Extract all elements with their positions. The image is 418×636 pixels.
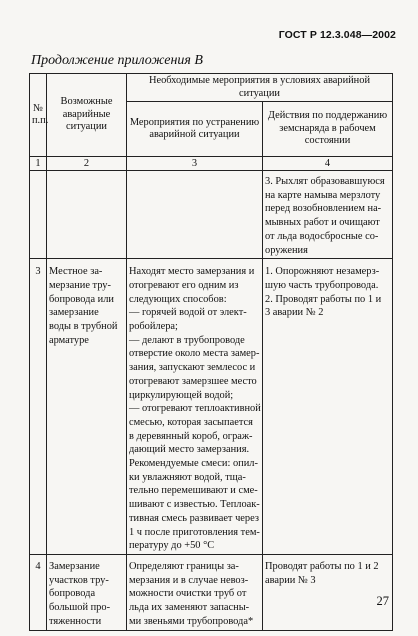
header-measures-line: аварийной ситуации (149, 129, 240, 140)
text-line: тельно перемешивают и сме- (129, 485, 258, 497)
text-line: 3. Рыхлят образовавшуюся (265, 176, 385, 187)
text-line: в деревянный короб, ограж- (129, 430, 253, 442)
header-situation-line: ситуации (66, 121, 107, 133)
col-number: 3 (127, 157, 263, 171)
header-actions-line: Действия по поддержанию (267, 110, 388, 122)
header-actions-line: земснаряда в рабочем (279, 122, 376, 134)
header-num-line: п.п. (32, 115, 49, 126)
text-line: участков тру- (49, 574, 109, 586)
col-number: 2 (47, 157, 127, 171)
text-line: мывных работ и очищают (265, 217, 380, 229)
text-line: робойлера; (129, 321, 178, 333)
text-line: воды в трубной (49, 321, 118, 333)
text-line: тивная смесь развивает через (129, 512, 259, 524)
text-line: дающий место замерзания. (129, 444, 250, 456)
text-line: — горячей водой от элект- (129, 307, 247, 319)
header-actions (263, 102, 393, 157)
row-situation (47, 259, 127, 555)
text-line: отогревают замерзшее место (129, 375, 257, 387)
text-line: отогревают его одним из (129, 279, 239, 291)
text-line: Проводят работы по 1 и 2 (265, 560, 379, 572)
text-line: Рекомендуемые смеси: опил- (129, 458, 258, 470)
col-number: 4 (263, 157, 393, 171)
text-line: ки увлажняют водой, тща- (129, 471, 246, 483)
table-row (30, 171, 393, 259)
row-situation (47, 554, 127, 630)
text-line: арматуре (49, 334, 89, 346)
text-line: следующих способов: (129, 293, 227, 305)
text-line: 3 аварии № 2 (265, 307, 324, 319)
header-group: Необходимые мероприятия в условиях аварийной ситуации (127, 74, 393, 102)
row-number (30, 171, 47, 259)
row-measures (127, 554, 263, 630)
text-line: льда их заменяют запасны- (129, 602, 250, 614)
table-row (30, 259, 393, 555)
text-line: — отогревают теплоактивной (129, 403, 261, 415)
header-situation-line: Возможные (60, 96, 113, 108)
col-number: 1 (30, 157, 47, 171)
text-line: бопровода (49, 588, 96, 600)
text-line: 2. Проводят работы по 1 и (265, 293, 382, 305)
text-line: зания, запускают землесос и (129, 362, 256, 374)
text-line: мерзания и в случае невоз- (129, 574, 249, 586)
text-line: можности очистки труб от (129, 588, 247, 600)
text-line: 1. Опорожняют незамерз- (265, 266, 380, 278)
text-line: пературу до +50 °С (129, 540, 215, 552)
header-situation (47, 74, 127, 157)
text-line: тяженности (49, 615, 102, 627)
header-actions-line: состоянии (304, 135, 351, 147)
text-line: Определяют границы за- (129, 560, 239, 572)
header-num (30, 74, 47, 157)
row-measures (127, 259, 263, 555)
text-line: Находят место замерзания и (129, 266, 255, 278)
text-line: аварии № 3 (265, 574, 316, 586)
text-line: оружения (265, 244, 308, 256)
emergency-measures-table (29, 73, 393, 631)
row-number: 4 (30, 554, 47, 630)
page-number: 27 (376, 594, 389, 608)
text-line: Местное за- (49, 266, 103, 278)
text-line: 1 ч после приготовления тем- (129, 526, 260, 538)
text-line: — делают в трубопроводе (129, 334, 245, 346)
row-actions (263, 554, 393, 630)
text-line: циркулирующей водой; (129, 389, 234, 401)
text-line: замерзание (49, 307, 99, 319)
text-line: бопровода или (49, 293, 114, 305)
header-measures (127, 102, 263, 157)
row-situation (47, 171, 127, 259)
row-actions (263, 259, 393, 555)
table-row (30, 554, 393, 630)
row-measures (127, 171, 263, 259)
header-measures-line: Мероприятия по устранению (129, 116, 260, 128)
text-line: Замерзание (49, 560, 100, 572)
text-line: на карте намыва мерзлоту (265, 189, 381, 201)
text-line: ми звеньями трубопровода* (129, 615, 254, 627)
text-line: перед возобновлением на- (265, 203, 382, 215)
text-line: мерзание тру- (49, 279, 111, 291)
text-line: отверстие около места замер- (129, 348, 260, 360)
text-line: смесью, которая засыпается (129, 416, 253, 428)
text-line: шую часть трубопровода. (265, 279, 379, 291)
header-num-line: № (33, 102, 43, 114)
standard-number: ГОСТ Р 12.3.048—2002 (278, 29, 396, 41)
continuation-title: Продолжение приложения В (31, 53, 203, 68)
row-number: 3 (30, 259, 47, 555)
header-situation-line: аварийные (62, 108, 111, 120)
text-line: от льда водосбросные со- (265, 230, 379, 242)
text-line: шивают с известью. Теплоак- (129, 499, 260, 511)
text-line: большой про- (49, 602, 111, 614)
row-actions (263, 171, 393, 259)
